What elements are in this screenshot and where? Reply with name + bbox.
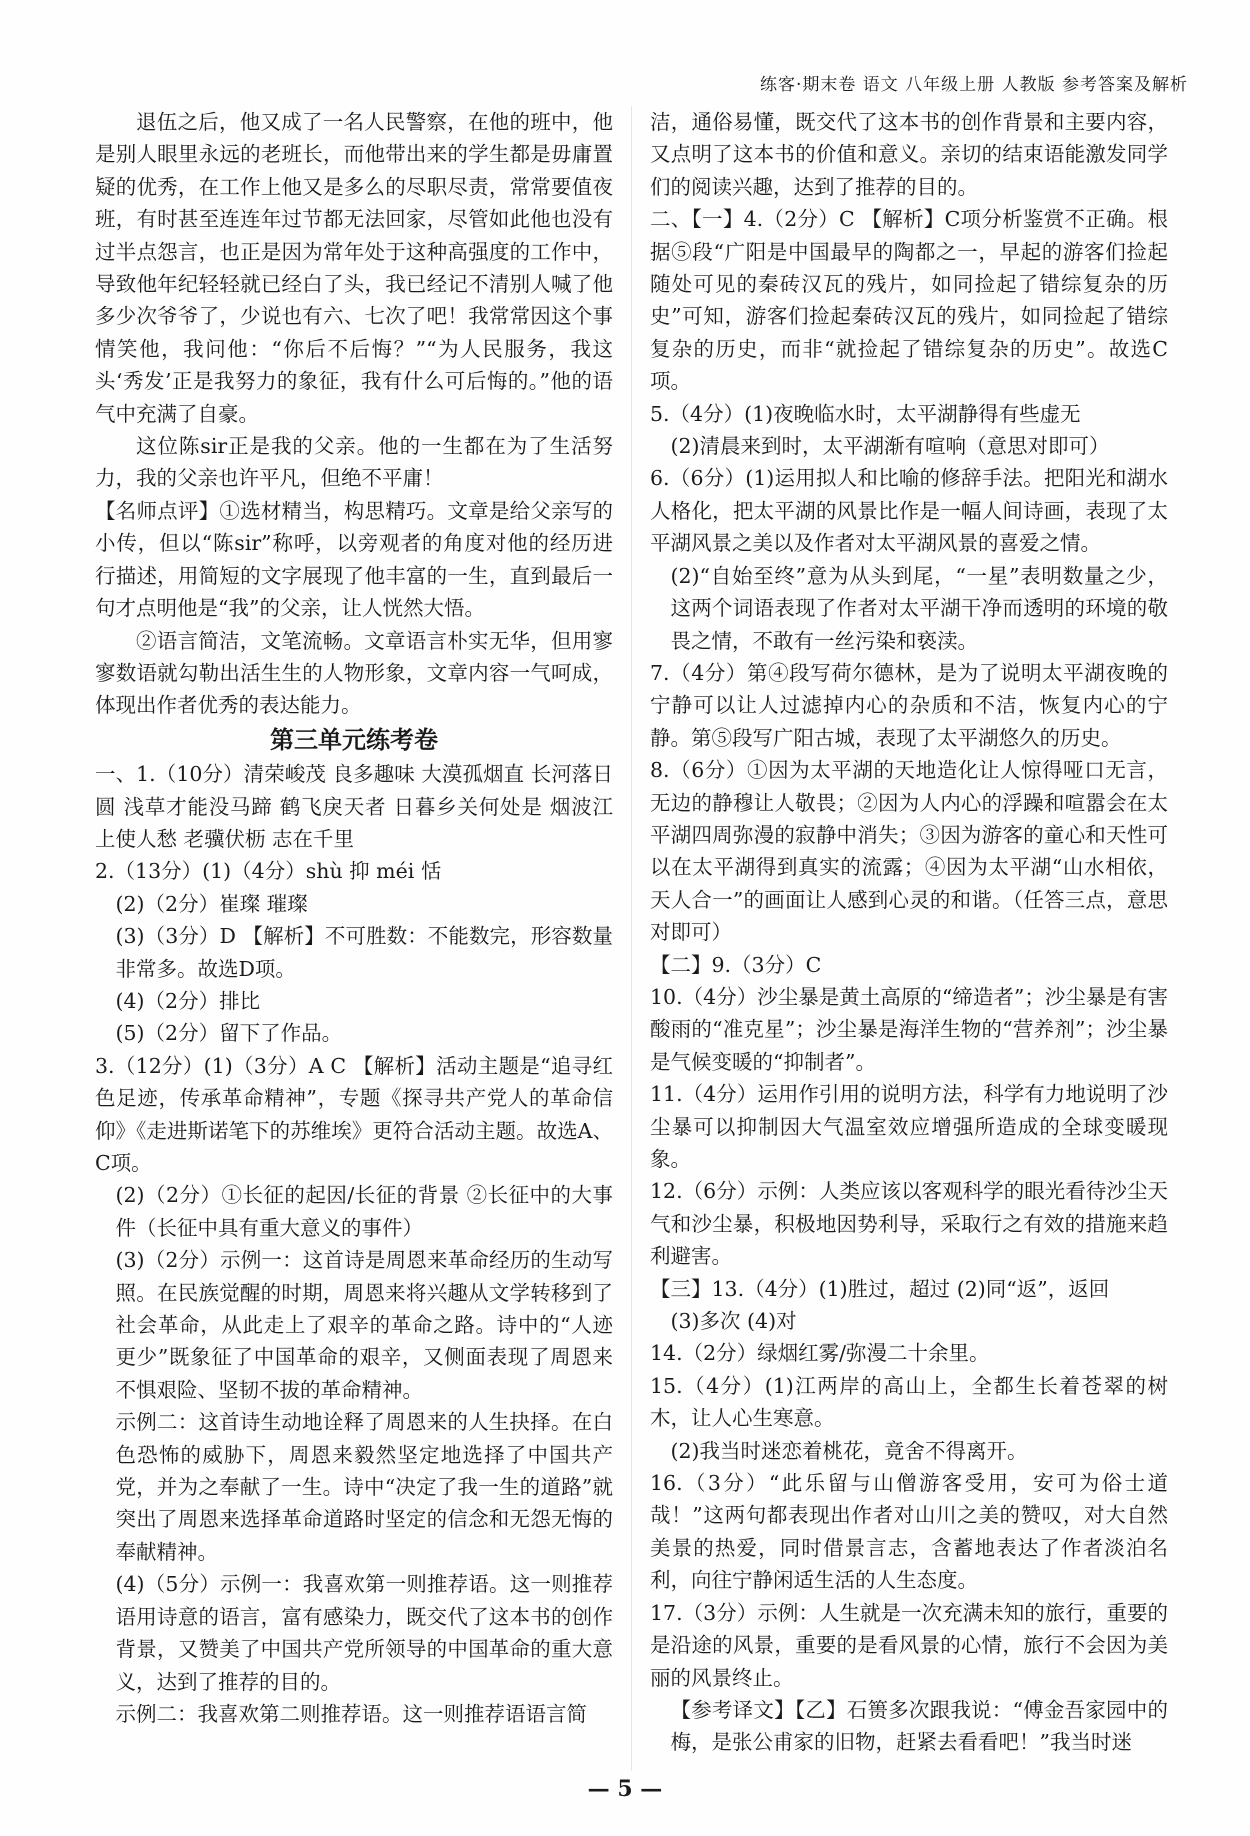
story-paragraph: 退伍之后，他又成了一名人民警察，在他的班中，他是别人眼里永远的老班长，而他带出来的学生都是毋庸置疑的优秀，在工作上他又是多么的尽职尽责，常常要值夜班，有时甚至连连年过节都无法回家，尽管如此他也没有过半点怨言，也正是因为常年处于这种高强度的工作中，导致他年纪轻轻就已经白了头，我已经记不清别人喊了他多少次爷爷了，少说也有六、七次了吧！我常常因这个事情笑他，我问他：“你后不后悔？”“为人民服务，我这头‘秀发’正是我努力的象征，我有什么可后悔的。”他的语气中充满了自豪。 [95,110,613,426]
answer-item: 17.（3分）示例：人生就是一次充满未知的旅行，重要的是沿途的风景，重要的是看风景的心情，旅行不会因为美丽的风景终止。 [650,1600,1168,1690]
section-title: 第三单元练考卷 [270,725,438,754]
left-column [95,106,613,1730]
answer-item: 12.（6分）示例：人类应该以客观科学的眼光看待沙尘天气和沙尘暴，积极地因势利导，采取行之有效的措施来趋利避害。 [650,1179,1168,1269]
answer-item: 16.（3分）“此乐留与山僧游客受用，安可为俗士道哉！”这两句都表现出作者对山川之美的赞叹，对大自然美景的热爱，同时借景言志，含蓄地表达了作者淡泊名利，向往宁静闲适生活的人生态度。 [650,1471,1168,1593]
answer-item: (4)（5分）示例一：我喜欢第一则推荐语。这一则推荐语用诗意的语言，富有感染力，既交代了这本书的创作背景，又赞美了中国共产党所领导的中国革命的重大意义，达到了推荐的目的。 [115,1572,613,1694]
answer-item: (2)我当时迷恋着桃花，竟舍不得离开。 [670,1438,1028,1463]
answer-item: (3)（2分）示例一：这首诗是周恩来革命经历的生动写照。在民族觉醒的时期，周恩来将兴趣从文学转移到了社会革命，从此走上了艰辛的革命之路。诗中的“人迹更少”既象征了中国革命的艰辛，又侧面表现了周恩来不惧艰险、坚韧不拔的革命精神。 [115,1248,613,1402]
teacher-comment: ②语言简洁，文笔流畅。文章语言朴实无华，但用寥寥数语就勾勒出活生生的人物形象，文章内容一气呵成，体现出作者优秀的表达能力。 [95,628,613,718]
answer-item: 二、【一】4.（2分）C 【解析】C项分析鉴赏不正确。根据⑤段“广阳是中国最早的陶都之一，早起的游客们捡起随处可见的秦砖汉瓦的残片，如同捡起了错综复杂的历史”可知，游客们捡起秦砖汉瓦的残片，如同捡起了错综复杂的历史，而非“就捡起了错综复杂的历史”。故选C项。 [650,207,1168,394]
answer-item: 7.（4分）第④段写荷尔德林，是为了说明太平湖夜晚的宁静可以让人过滤掉内心的杂质和不洁，恢复内心的宁静。第⑤段写广阳古城，表现了太平湖悠久的历史。 [650,660,1168,750]
teacher-comment: 【名师点评】①选材精当，构思精巧。文章是给父亲写的小传，但以“陈sir”称呼，以旁观者的角度对他的经历进行描述，用简短的文字展现了他丰富的一生，直到最后一句才点明他是“我”的父亲，让人恍然大悟。 [95,498,613,621]
answer-item: 11.（4分）运用作引用的说明方法，科学有力地说明了沙尘暴可以抑制因大气温室效应增强所造成的全球变暖现象。 [650,1082,1168,1171]
answer-item: 15.（4分）(1)江两岸的高山上，全都生长着苍翠的树木，让人心生寒意。 [650,1373,1168,1431]
answer-item: 3.（12分）(1)（3分）A C 【解析】活动主题是“追寻红色足迹，传承革命精神”，专题《探寻共产党人的革命信仰》《走进斯诺笔下的苏维埃》更符合活动主题。故选A、C项。 [95,1053,613,1175]
answer-item: 2.（13分）(1)（4分）shù 抑 méi 恬 [95,859,442,884]
answer-item: 【三】13.（4分）(1)胜过，超过 (2)同“返”，返回 [650,1276,1110,1301]
column-divider [631,106,632,1771]
answer-item: 一、1.（10分）清荣峻茂 良多趣味 大漠孤烟直 长河落日圆 浅草才能没马蹄 鹤飞戾天者 日暮乡关何处是 烟波江上使人愁 老骥伏枥 志在千里 [95,762,613,851]
answer-item: (2)（2分）崔璨 璀璨 [115,891,308,916]
answer-item: (3)（3分）D 【解析】不可胜数：不能数完，形容数量非常多。故选D项。 [115,924,613,981]
answer-item: 6.（6分）(1)运用拟人和比喻的修辞手法。把阳光和湖水人格化，把太平湖的风景比作是一幅人间诗画，表现了太平湖风景之美以及作者对太平湖风景的喜爱之情。 [650,466,1168,556]
answer-item: 【二】9.（3分）C [650,952,822,977]
page-number: — 5 — [587,1776,663,1802]
answer-item: (4)（2分）排比 [115,988,261,1013]
answer-item: 示例二：这首诗生动地诠释了周恩来的人生抉择。在白色恐怖的威胁下，周恩来毅然坚定地选择了中国共产党，并为之奉献了一生。诗中“决定了我一生的道路”就突出了周恩来选择革命道路时坚定的信念和无怨无悔的奉献精神。 [115,1410,613,1564]
answer-item: 10.（4分）沙尘暴是黄土高原的“缔造者”；沙尘暴是有害酸雨的“准克星”；沙尘暴是海洋生物的“营养剂”；沙尘暴是气候变暖的“抑制者”。 [650,984,1168,1074]
answer-item: (3)多次 (4)对 [670,1309,797,1334]
answer-item: (5)（2分）留下了作品。 [115,1021,343,1046]
answer-item: 示例二：我喜欢第二则推荐语。这一则推荐语语言简 [115,1701,587,1726]
story-paragraph: 这位陈sir正是我的父亲。他的一生都在为了生活努力，我的父亲也许平凡，但绝不平庸！ [95,434,613,491]
answer-item: 5.（4分）(1)夜晚临水时，太平湖静得有些虚无 [650,401,1081,426]
answer-item: (2)（2分）①长征的起因/长征的背景 ②长征中的大事件（长征中具有重大意义的事件） [115,1183,613,1240]
translation: 【参考译文】【乙】石篑多次跟我说：“傅金吾家园中的梅，是张公甫家的旧物，赶紧去看看吧！”我当时迷 [670,1697,1168,1755]
answer-item: (2)清晨来到时，太平湖渐有喧响（意思对即可） [670,434,1110,459]
right-column [650,106,1168,1759]
answer-item: 8.（6分）①因为太平湖的天地造化让人惊得哑口无言，无边的静穆让人敬畏；②因为人内心的浮躁和喧嚣会在太平湖四周弥漫的寂静中消失；③因为游客的童心和天性可以在太平湖得到真实的流露；④因为太平湖“山水相依，天人合一”的画面让人感到心灵的和谐。（任答三点，意思对即可） [650,758,1168,945]
page-header: 练客·期末卷 语文 八年级上册 人教版 参考答案及解析 [759,75,1188,95]
answer-item: (2)“自始至终”意为从头到尾，“一星”表明数量之少，这两个词语表现了作者对太平湖干净而透明的环境的敬畏之情，不敢有一丝污染和亵渎。 [670,563,1168,653]
answer-item: 洁，通俗易懂，既交代了这本书的创作背景和主要内容，又点明了这本书的价值和意义。亲切的结束语能激发同学们的阅读兴趣，达到了推荐的目的。 [650,110,1168,199]
answer-item: 14.（2分）绿烟红雾/弥漫二十余里。 [650,1341,990,1366]
